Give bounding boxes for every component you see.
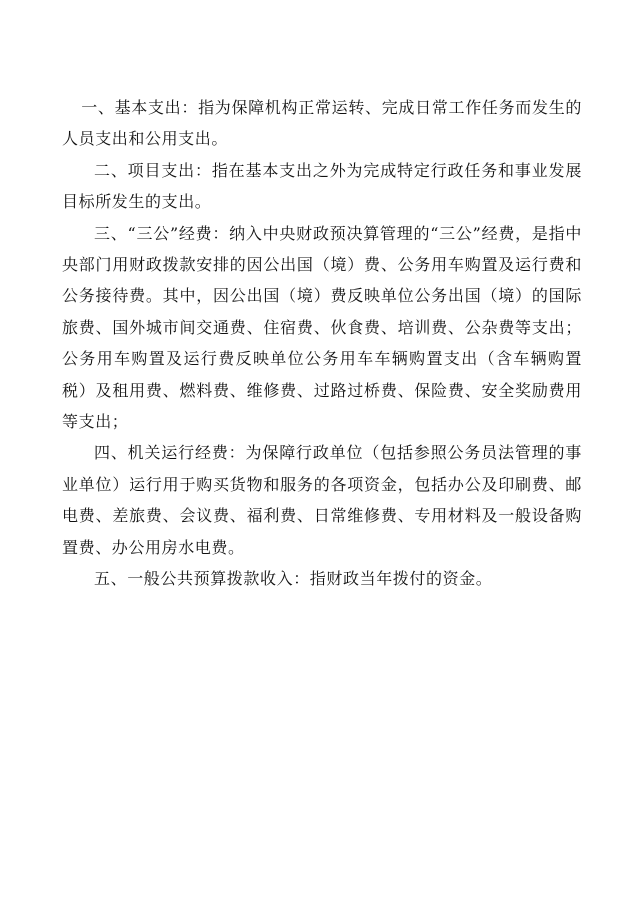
paragraph-agency-operating-expenses: 四、机关运行经费：为保障行政单位（包括参照公务员法管理的事业单位）运行用于购买货物和服务的各项资金，包括办公及印刷费、邮电费、差旅费、会议费、福利费、日常维修费、专用材料及一般设备购置费、办公用房水电费。 [62,443,582,557]
paragraph-public-budget-revenue: 五、一般公共预算拨款收入：指财政当年拨付的资金。 [94,569,493,589]
paragraph-three-public-expenses: 三、“三公”经费：纳入中央财政预决算管理的“三公”经费，是指中央部门用财政拨款安排的因公出国（境）费、公务用车购置及运行费和公务接待费。其中，因公出国（境）费反映单位公务出国（境）的国际旅费、国外城市间交通费、住宿费、伙食费、培训费、公杂费等支出；公务用车购置及运行费反映单位公务用车车辆购置支出（含车辆购置税）及租用费、燃料费、维修费、过路过桥费、保险费、安全奖励费用等支出； [62,223,582,432]
paragraph-basic-expenditure: 一、基本支出：指为保障机构正常运转、完成日常工作任务而发生的人员支出和公用支出。 [62,98,582,149]
paragraph-project-expenditure: 二、项目支出：指在基本支出之外为完成特定行政任务和事业发展目标所发生的支出。 [62,160,582,212]
document-body [62,92,582,595]
